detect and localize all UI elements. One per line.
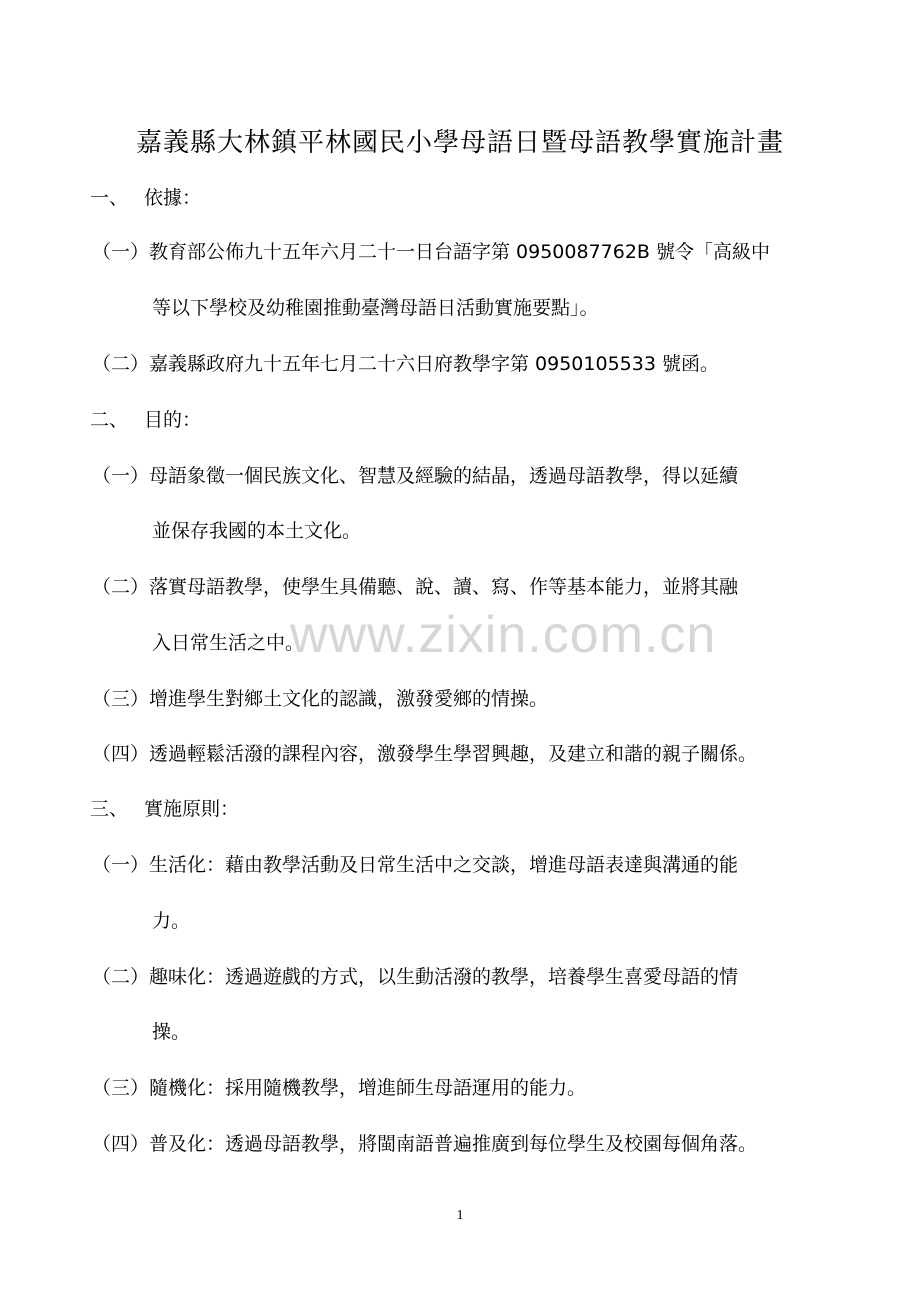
section-number: 二、	[90, 409, 129, 431]
paragraph-line: 操。	[152, 1021, 191, 1043]
watermark: www.zixin.com.cn	[290, 606, 717, 664]
section-heading	[90, 797, 239, 821]
section-title: 目的：	[144, 409, 202, 431]
paragraph-line: 等以下學校及幼稚園推動臺灣母語日活動實施要點」。	[152, 297, 599, 319]
page-number: 1	[456, 1208, 464, 1223]
paragraph-line: （一）生活化：藉由教學活動及日常生活中之交談，增進母語表達與溝通的能	[92, 854, 739, 876]
section-number: 三、	[90, 798, 129, 820]
section-heading	[90, 408, 201, 432]
paragraph-line: （三）增進學生對鄉土文化的認識，激發愛鄉的情操。	[92, 688, 549, 710]
paragraph-line: 力。	[152, 910, 191, 932]
section-title: 實施原則：	[144, 798, 240, 820]
paragraph-line: （四）普及化：透過母語教學，將閩南語普遍推廣到每位學生及校園每個角落。	[92, 1133, 758, 1155]
section-number: 一、	[90, 187, 129, 209]
document-title: 嘉義縣大林鎮平林國民小學母語日暨母語教學實施計畫	[135, 128, 784, 158]
paragraph-line: 入日常生活之中。	[152, 632, 305, 654]
paragraph-line: 並保存我國的本土文化。	[152, 520, 362, 542]
section-title: 依據：	[144, 187, 202, 209]
paragraph-line: （一）母語象徵一個民族文化、智慧及經驗的結晶，透過母語教學，得以延續	[92, 465, 739, 487]
paragraph-line: （三）隨機化：採用隨機教學，增進師生母語運用的能力。	[92, 1077, 587, 1099]
paragraph-line: （四）透過輕鬆活潑的課程內容，激發學生學習興趣，及建立和諧的親子關係。	[92, 743, 758, 765]
paragraph-line: （一）教育部公佈九十五年六月二十一日台語字第 0950087762B 號令「高級中	[92, 241, 770, 263]
paragraph-line: （二）嘉義縣政府九十五年七月二十六日府教學字第 0950105533 號函。	[92, 353, 719, 375]
paragraph-line: （二）趣味化：透過遊戲的方式，以生動活潑的教學，培養學生喜愛母語的情	[92, 966, 739, 988]
paragraph-line: （二）落實母語教學，使學生具備聽、說、讀、寫、作等基本能力，並將其融	[92, 576, 739, 598]
section-heading	[90, 186, 201, 210]
